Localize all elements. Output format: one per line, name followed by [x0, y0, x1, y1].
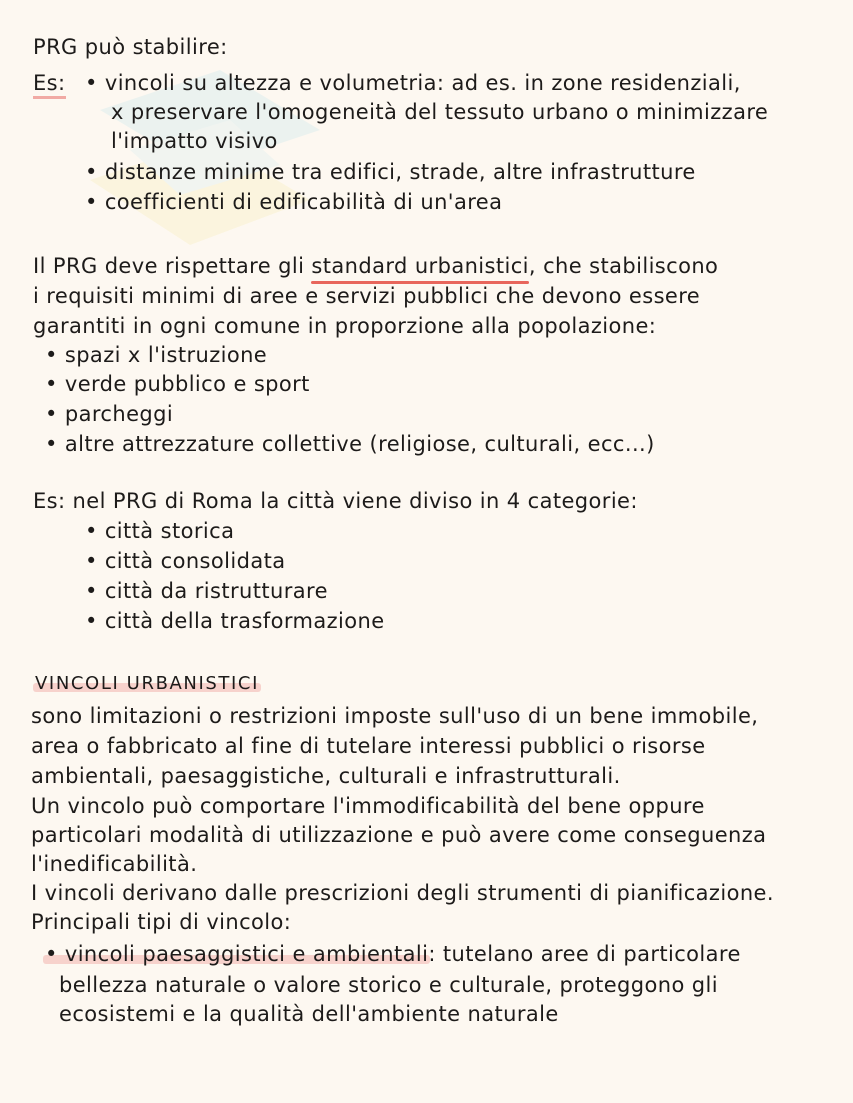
paragraph-line: sono limitazioni o restrizioni imposte sull'uso di un bene immobile,: [31, 704, 759, 728]
list-item: • verde pubblico e sport: [45, 372, 310, 396]
list-item: • parcheggi: [45, 402, 174, 426]
standard-line-1: Il PRG deve rispettare gli standard urbanistici, che stabiliscono: [33, 254, 719, 278]
prg-bullet-3: • coefficienti di edificabilità di un'area: [85, 190, 503, 214]
paragraph-line: particolari modalità di utilizzazione e può avere come conseguenza: [31, 823, 767, 847]
paragraph-line: Un vincolo può comportare l'immodificabilità del bene oppure: [31, 794, 705, 818]
paragraph-line: ambientali, paesaggistiche, culturali e infrastrutturali.: [31, 764, 621, 788]
standard-urbanistici-keyword: standard urbanistici: [311, 254, 529, 278]
list-item: • spazi x l'istruzione: [45, 343, 268, 367]
prg-bullet-1-cont: l'impatto visivo: [111, 129, 278, 153]
prg-title: PRG può stabilire:: [33, 35, 228, 59]
list-item: • altre attrezzature collettive (religiose, culturali, ecc...): [45, 432, 655, 456]
list-item: • città della trasformazione: [85, 609, 385, 633]
list-item: • città da ristrutturare: [85, 579, 328, 603]
standard-line-3: garantiti in ogni comune in proporzione alla popolazione:: [33, 314, 657, 338]
prg-bullet-2: • distanze minime tra edifici, strade, altre infrastrutture: [85, 160, 696, 184]
prg-bullet-1: • vincoli su altezza e volumetria: ad es. in zone residenziali,: [85, 71, 741, 95]
list-item: • città storica: [85, 519, 235, 543]
list-item: • città consolidata: [85, 549, 286, 573]
roma-intro: Es: nel PRG di Roma la città viene diviso in 4 categorie:: [33, 489, 638, 513]
example-label: Es:: [33, 70, 66, 96]
paragraph-line: area o fabbricato al fine di tutelare interessi pubblici o risorse: [31, 734, 706, 758]
standard-line-2: i requisiti minimi di aree e servizi pubblici che devono essere: [33, 284, 701, 308]
paragraph-line: l'inedificabilità.: [31, 852, 198, 876]
prg-bullet-1-cont: x preservare l'omogeneità del tessuto urbano o minimizzare: [111, 100, 769, 124]
vincolo-type-1-cont: ecosistemi e la qualità dell'ambiente naturale: [59, 1002, 559, 1026]
vincolo-type-1: • vincoli paesaggistici e ambientali: tutelano aree di particolare: [45, 942, 741, 966]
vincolo-type-1-cont: bellezza naturale o valore storico e culturale, proteggono gli: [59, 973, 718, 997]
paragraph-line: Principali tipi di vincolo:: [31, 910, 292, 934]
paragraph-line: I vincoli derivano dalle prescrizioni degli strumenti di pianificazione.: [31, 881, 774, 905]
section-heading: VINCOLI URBANISTICI: [35, 673, 260, 694]
